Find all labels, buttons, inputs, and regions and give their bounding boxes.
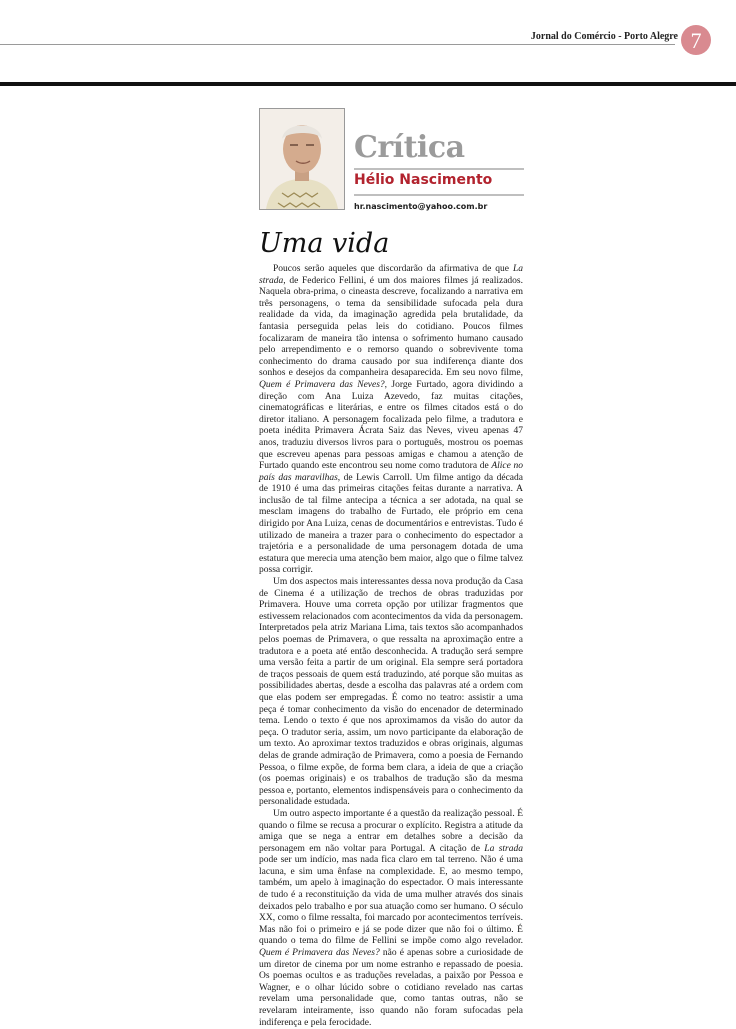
article-headline: Uma vida <box>259 228 390 259</box>
paragraph-text: Poucos serão aqueles que discordarão da afirmativa de que <box>273 264 513 274</box>
article-paragraph <box>259 264 523 577</box>
paragraph-text: Um outro aspecto importante é a questão da realização pessoal. É quando o filme se recusa a procurar o explícito. Registra a atitude da amiga que se nega a entrar em detalhes sobre a decisão da personagem em não voltar para Portugal. A citação de <box>259 808 523 854</box>
author-photo <box>259 108 345 210</box>
column-title: Crítica <box>354 130 465 165</box>
paragraph-text: , de Federico Fellini, é um dos maiores filmes já realizados. Naquela obra-prima, o cineasta descreve, focalizando a narrativa em três personagens, o tema da sensibilidade sufocada pela dura realidade da vida, da imaginação agredida pela brutalidade, da fantasia perseguida pelas leis do cotidiano. Poucos filmes focalizaram de maneira tão intensa o sofrimento humano causado pelo arrependimento e o remorso quando o sobrevivente toma conhecimento do drama causado por sua indiferença diante dos sonhos e desejos da companheira desaparecida. Em seu novo filme, <box>259 275 523 379</box>
paragraph-text: , de Lewis Carroll. Um filme antigo da década de 1910 é uma das primeiras citações feitas durante a narrativa. A inclusão de tal filme antecipa a técnica a ser adotada, na qual se mesclam imagens do trabalho de Furtado, ele próprio em cena dirigido por Ana Luiza, cenas de documentários e entrevistas. Tudo é utilizado de maneira a trazer para o conhecimento do espectador a trajetória e a personalidade de uma personagem dotada de uma estatura que merecia uma atenção bem maior, algo que o filme talvez possa corrigir. <box>259 472 523 576</box>
author-email: hr.nascimento@yahoo.com.br <box>354 202 488 211</box>
film-title: La strada <box>259 264 523 286</box>
top-rule <box>0 82 736 86</box>
film-title: La strada <box>484 843 523 854</box>
column-author-rule <box>354 194 524 196</box>
paragraph-text: , Jorge Furtado, agora dividindo a direção com Ana Luiza Azevedo, faz muitas citações, cinematográficas e literárias, e entre os filmes citados está o do diretor italiano. A personagem focalizada pelo filme, a tradutora e poeta inédita Primavera Ácrata Saiz das Neves, viveu apenas 47 anos, traduziu diversos livros para o português, mostrou os poemas que escreveu apenas para pessoas amigas e chamou a atenção de Furtado quando este encontrou seu nome como tradutora de <box>259 379 523 472</box>
author-portrait-image <box>260 109 344 209</box>
film-title: Quem é Primavera das Neves? <box>259 379 385 390</box>
column-author: Hélio Nascimento <box>354 172 493 188</box>
column-title-rule <box>354 168 524 170</box>
article-paragraph <box>259 809 523 1029</box>
paragraph-text: pode ser um indício, mas nada fica claro em tal terreno. Não é uma lacuna, e sim uma ênfase na complexidade. E, ao mesmo tempo, também, um apelo à imaginação do espectador. O mais interessante de tudo é a reconstituição da vida de uma mulher através dos sinais deixados pelo trabalho e por sua atuação como ser humano. O século XX, como o filme ressalta, foi marcado por acontecimentos terríveis. Mas não foi o primeiro e já se pode dizer que não foi o último. É quando o tema do filme de Fellini se impõe como algo revelador. <box>259 855 523 947</box>
page-number-badge: 7 <box>681 25 711 55</box>
paragraph-text: não é apenas sobre a curiosidade de um diretor de cinema por um nome estranho e repassado de poesia. Os poemas ocultos e as traduções reveladas, a paixão por Pessoa e Wagner, e o olhar lúcido sobre o cotidiano revelado nas cartas revelam uma personalidade que, como tantas outras, não se revelaram inteiramente, isso quando não foram sufocadas pela indiferença e pela ferocidade. <box>259 948 523 1028</box>
header-divider <box>0 44 675 45</box>
film-title: Alice no país das maravilhas <box>259 461 524 483</box>
article-body <box>259 264 523 1029</box>
publication-name: Jornal do Comércio - Porto Alegre <box>530 31 678 42</box>
page-header <box>0 0 736 53</box>
film-title: Quem é Primavera das Neves? <box>259 948 380 959</box>
paragraph-text: Um dos aspectos mais interessantes dessa nova produção da Casa de Cinema é a utilização de trechos de obras traduzidas por Primavera. Houve uma correta opção por utilizar fragmentos que estivessem relacionados com acontecimentos da vida da personagem. Interpretados pela atriz Mariana Lima, tais textos são acompanhados pelos poemas de Primavera, o que ressalta na aproximação entre a tradutora e a poeta até então desconhecida. A tradução será sempre uma versão feita a partir de um original. Ela sempre será portadora de traços pessoais de quem está traduzindo, até porque são muitas as possibilidades abertas, desde a escolha das palavras até a ordem com que elas podem ser empregadas. É como no teatro: assistir a uma peça é tomar conhecimento da visão do encenador de determinado tema. Lendo o texto é que nos aproximamos da visão do autor da peça. O tradutor seria, assim, um novo participante da elaboração de um texto. Ao aproximar textos traduzidos e obras originais, algumas delas de grande admiração de Primavera, como a poesia de Fernando Pessoa, o filme expõe, de forma bem clara, a ideia de que a criação (os poemas originais) e os trabalhos de tradução são da mesma pessoa e, portanto, elementos indispensáveis para o conhecimento da personalidade estudada. <box>259 577 523 808</box>
article-paragraph <box>259 577 523 809</box>
